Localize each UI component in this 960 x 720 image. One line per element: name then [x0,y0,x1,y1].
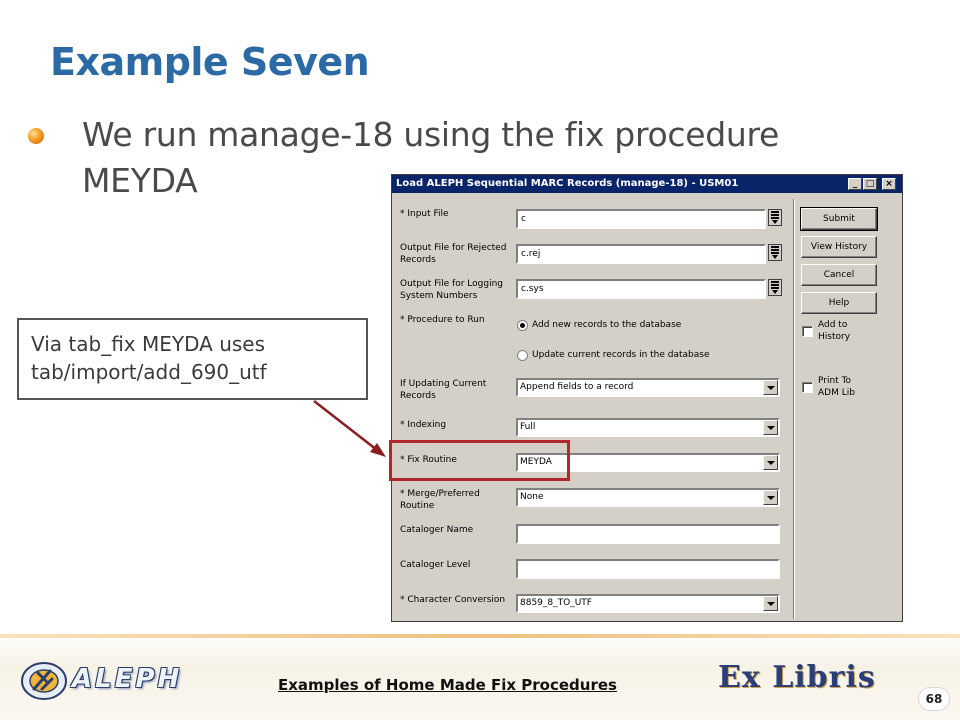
submit-button[interactable]: Submit [801,208,877,230]
fix-routine-highlight [389,440,570,481]
logging-file-browse-icon[interactable] [768,279,782,296]
fix-routine-label: * Fix Routine [400,455,457,465]
input-file-browse-icon[interactable] [768,209,782,226]
panel-divider [793,199,795,619]
view-history-button[interactable]: View History [801,236,877,258]
merge-select-value: None [520,492,544,502]
print-adm-checkbox[interactable] [802,382,813,393]
footer-caption: Examples of Home Made Fix Procedures [278,676,617,694]
rejected-file-field[interactable]: c.rej [516,244,766,264]
aleph-logo-text: ALEPH [72,664,183,694]
callout-line-1: Via tab_fix MEYDA uses [31,332,266,356]
fix-routine-select-value: MEYDA [520,457,552,467]
exlibris-logo: Ex Libris [718,660,876,695]
callout-box [17,318,368,400]
chevron-down-icon[interactable] [763,455,778,470]
add-history-label-1[interactable]: Add to [818,320,848,330]
page-number: 68 [918,687,950,711]
procedure-add-label[interactable]: Add new records to the database [532,320,682,330]
char-conversion-label: * Character Conversion [400,595,506,605]
cataloger-level-label: Cataloger Level [400,560,471,570]
maximize-button[interactable]: □ [863,178,877,190]
chevron-down-icon[interactable] [763,596,778,611]
rejected-file-label-2: Records [400,255,436,265]
cataloger-name-label: Cataloger Name [400,525,474,535]
chevron-down-icon[interactable] [763,490,778,505]
cancel-button[interactable]: Cancel [801,264,877,286]
logging-file-label-2: System Numbers [400,291,478,301]
add-history-label-2[interactable]: History [818,332,851,342]
char-conversion-select[interactable] [516,594,780,613]
updating-label-1: If Updating Current [400,379,487,389]
dialog-title-bar[interactable] [392,175,902,193]
indexing-select-value: Full [520,422,536,432]
minimize-button[interactable]: _ [848,178,862,190]
char-conversion-select-value: 8859_8_TO_UTF [520,598,592,608]
logging-file-field[interactable]: c.sys [516,279,766,299]
dialog-title: Load ALEPH Sequential MARC Records (manage-18) - USM01 [396,178,739,189]
procedure-update-radio[interactable] [517,350,528,361]
procedure-label: * Procedure to Run [400,315,485,325]
callout-line-2: tab/import/add_690_utf [31,360,267,384]
footer-divider [0,634,960,638]
merge-label-1: * Merge/Preferred [400,489,480,499]
bullet-icon [28,128,44,144]
load-marc-dialog [391,174,903,622]
slide-title: Example Seven [50,40,370,84]
rejected-file-browse-icon[interactable] [768,244,782,261]
indexing-select[interactable] [516,418,780,437]
chevron-down-icon[interactable] [763,380,778,395]
input-file-label: * Input File [400,209,449,219]
updating-select[interactable] [516,378,780,397]
rejected-file-label-1: Output File for Rejected [400,243,507,253]
updating-label-2: Records [400,391,436,401]
logging-file-label-1: Output File for Logging [400,279,503,289]
cataloger-level-field[interactable] [516,559,780,579]
merge-select[interactable] [516,488,780,507]
close-button[interactable]: × [882,178,896,190]
chevron-down-icon[interactable] [763,420,778,435]
add-history-checkbox[interactable] [802,326,813,337]
print-adm-label-1[interactable]: Print To [818,376,852,386]
indexing-label: * Indexing [400,420,447,430]
procedure-update-label[interactable]: Update current records in the database [532,350,710,360]
procedure-add-radio[interactable] [517,320,528,331]
updating-select-value: Append fields to a record [520,382,634,392]
merge-label-2: Routine [400,501,435,511]
bullet-text: We run manage-18 using the fix procedure MEYDA [82,115,780,200]
help-button[interactable]: Help [801,292,877,314]
print-adm-label-2[interactable]: ADM Lib [818,388,855,398]
input-file-field[interactable]: c [516,209,766,229]
cataloger-name-field[interactable] [516,524,780,544]
